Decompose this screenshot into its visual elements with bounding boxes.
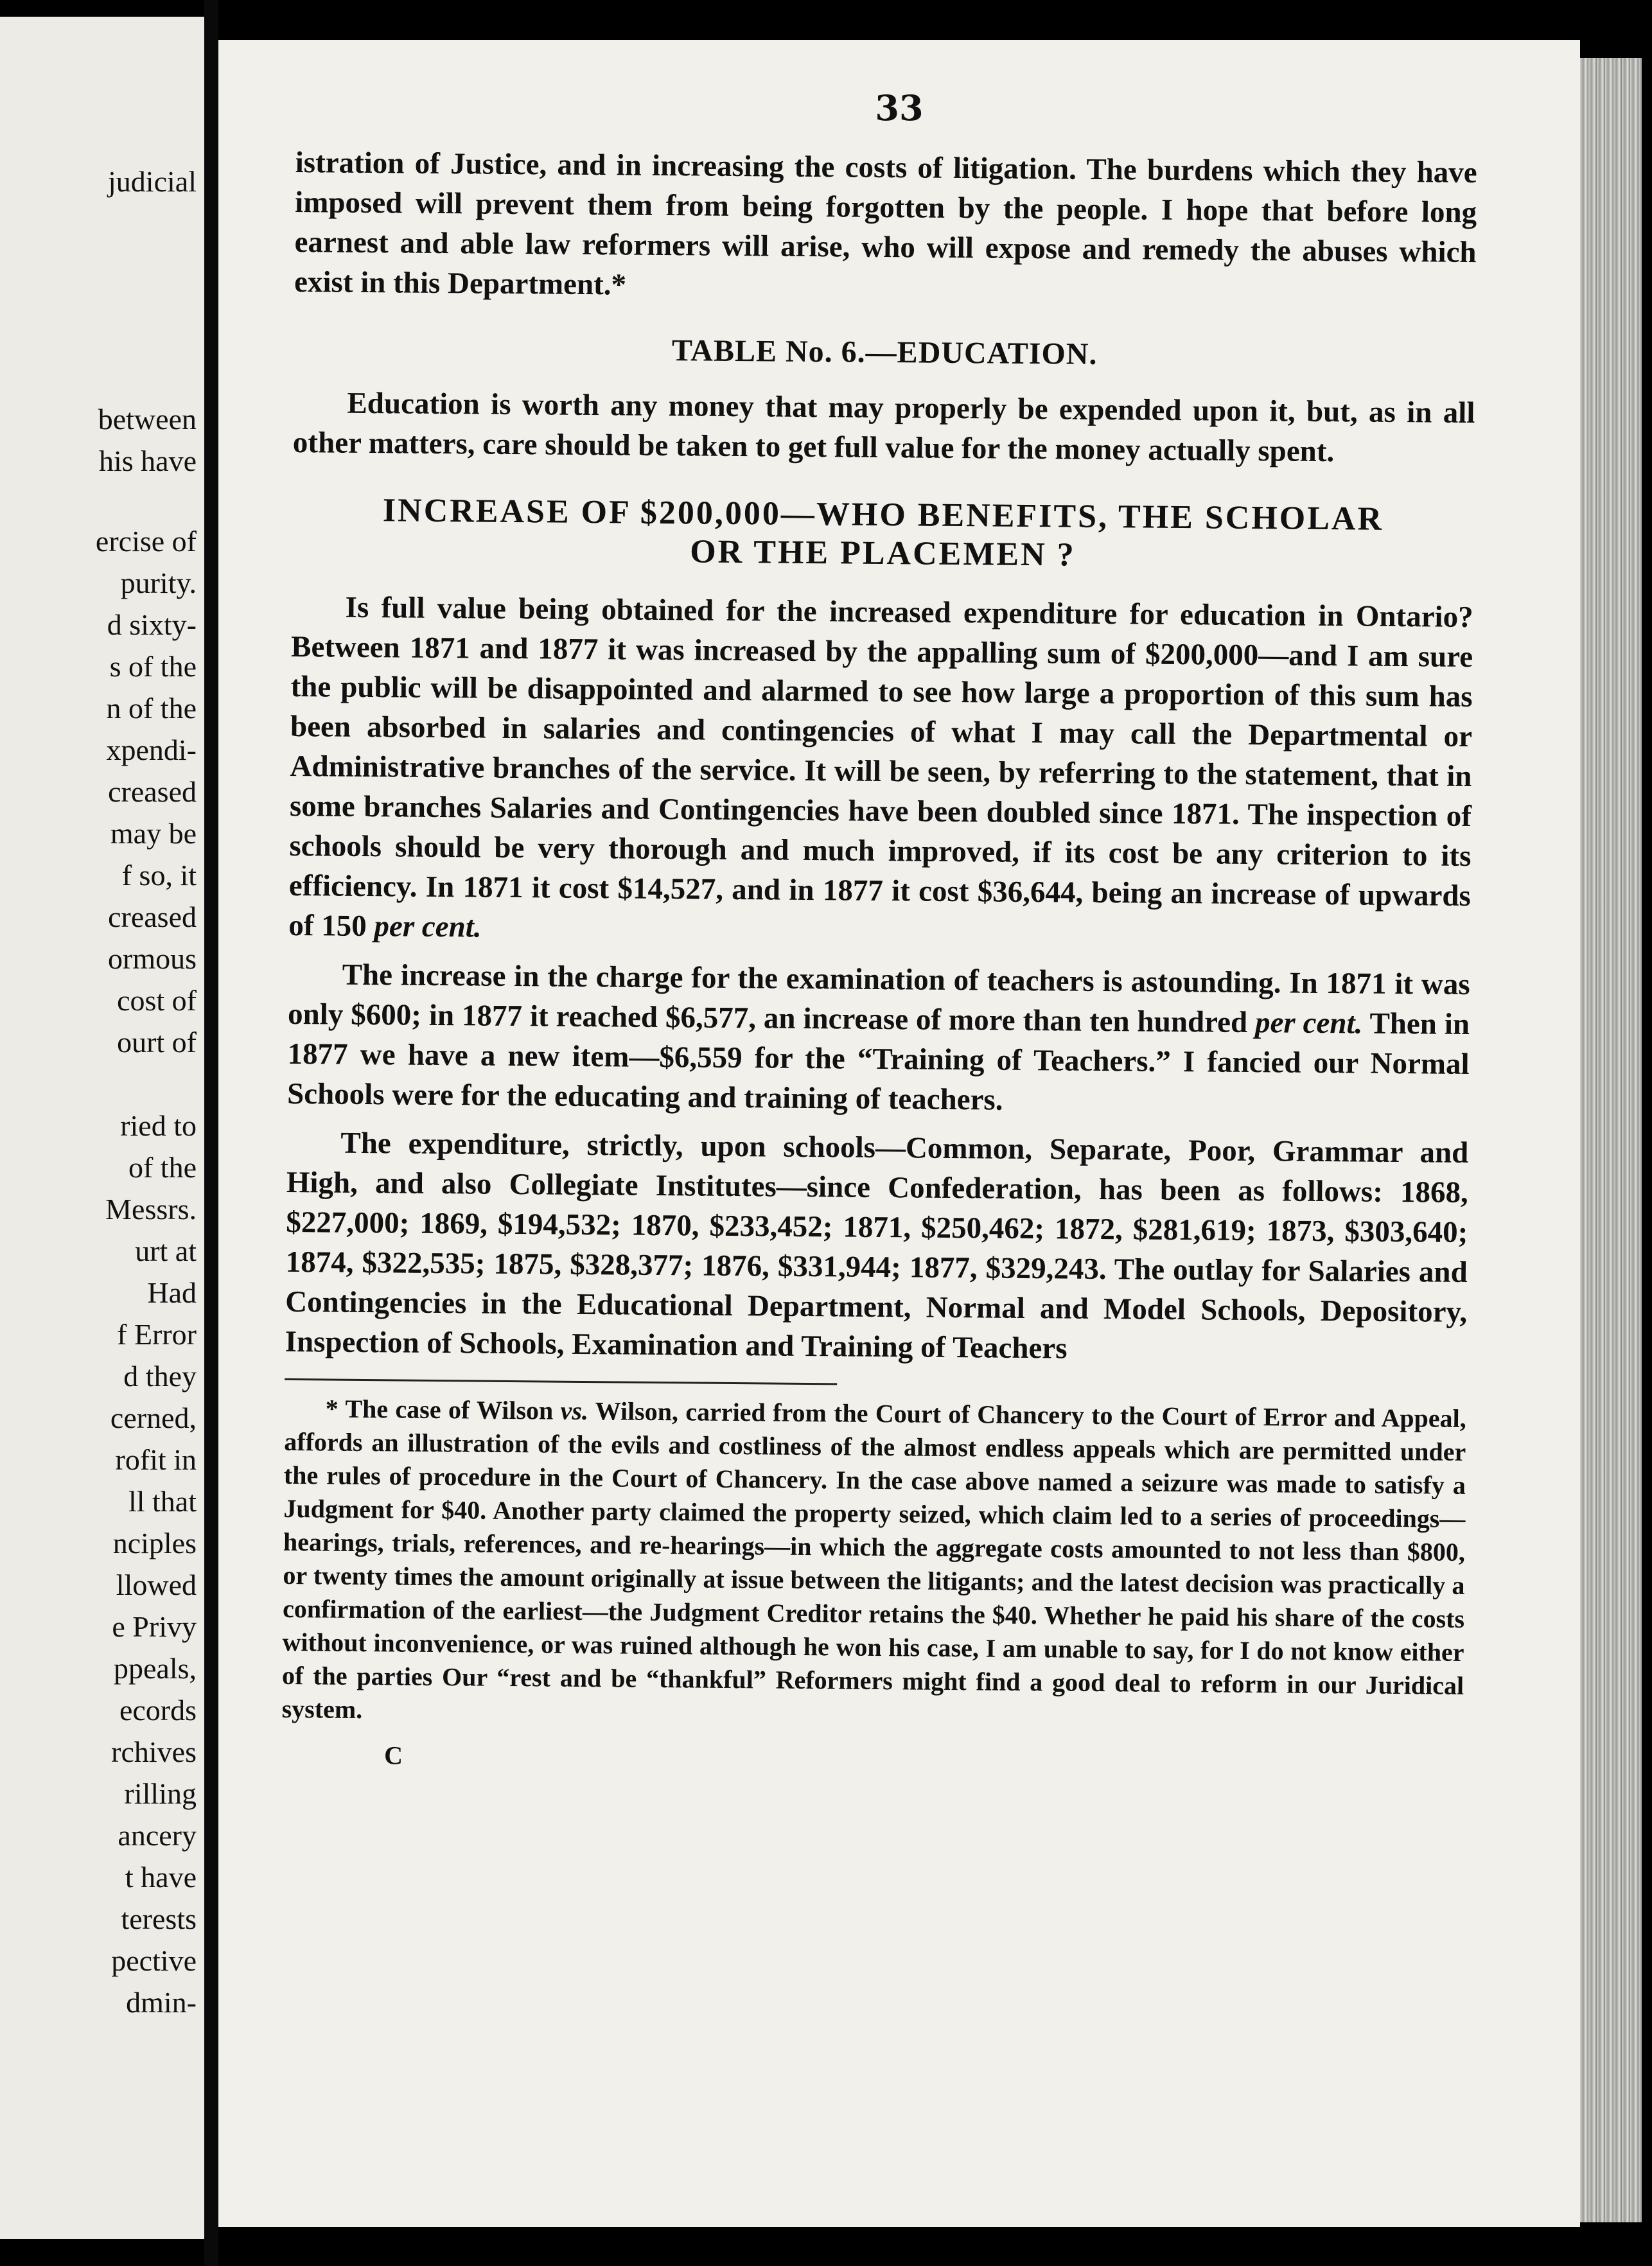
facing-page-line: f Error: [117, 1318, 197, 1351]
facing-page-line: Had: [147, 1276, 197, 1309]
facing-page-line: d they: [123, 1360, 197, 1392]
facing-page-line: purity.: [120, 566, 197, 599]
teachers-paragraph-text-1: The increase in the charge for the examination of teachers is astounding. In 1871 it was only $600; in 1877 it reached $6,577, an increase of more than ten hundred: [287, 958, 1470, 1040]
education-paragraph: Education is worth any money that may properly be expended upon it, but, as in all other matters, care should be taken to get full value for the money actually spent.: [292, 386, 1475, 469]
facing-page-line: dmin-: [126, 1986, 197, 2019]
opening-paragraph: istration of Justice, and in increasing the costs of litigation. The burdens which they have imposed will prevent them from being forgotten by the people. I hope that before long earnest and able law reformers will arise, who will expose and remedy the abuses which exist in this Department.*: [294, 145, 1477, 302]
scan-border: [1642, 0, 1652, 2266]
table-heading: TABLE No. 6.—EDUCATION.: [671, 333, 1098, 371]
facing-page-line: d sixty-: [107, 608, 197, 641]
facing-page-line: s of the: [109, 650, 197, 683]
facing-page-line: pective: [111, 1944, 197, 1977]
facing-page-line: ourt of: [117, 1026, 197, 1058]
facing-page-line: ecords: [119, 1694, 197, 1726]
facing-page: [0, 17, 204, 2239]
per-cent-italic: per cent.: [374, 909, 482, 944]
facing-page-line: of the: [128, 1151, 197, 1184]
facing-page-line: ppeals,: [113, 1652, 197, 1685]
footnote-text-2: Wilson, carried from the Court of Chancery to the Court of Error and Appeal, affords an illustration of the evils and costliness of the almost endless appeals which are permitted under the rules of procedure in the Court of Chancery. In the case above named a seizure was made to satisfy a Judgment for $40. Another party claimed the property seized, which claim led to a series of proceedings—hearings, trials, references, and re-hearings—in which the aggregate costs amounted to not less than $800, or twenty times the amount originally at issue between the litigants; and the latest decision was practically a confirmation of the earliest—the Judgment Creditor retains the $40. Whether he paid his share of the costs without inconvenience, or was ruined although he won his case, I am unable to say, for I do not know either of the parties Our “rest and be “thankful” Reformers might find a good deal to reform in our Juridical system.: [281, 1396, 1466, 1725]
facing-page-line: judicial: [108, 165, 197, 198]
facing-page-line: e Privy: [112, 1610, 197, 1643]
facing-page-line: xpendi-: [106, 733, 197, 766]
page-number: 33: [875, 87, 924, 128]
facing-page-line: creased: [108, 775, 197, 808]
value-paragraph-text: Is full value being obtained for the increased expenditure for education in Ontario? Between 1871 and 1877 it was increased by the appalling sum of $200,000—and I am sure the public will be disappointed and alarmed to see how large a proportion of this sum has been absorbed in salaries and contingencies of what I may call the Departmental or Administrative branches of the service. It will be seen, by referring to the statement, that in some branches Salaries and Contingencies have been doubled since 1871. The inspection of schools should be very thorough and much improved, if its cost be any criterion to its efficiency. In 1871 it cost $14,527, and in 1877 it cost $36,644, being an increase of upwards of 150: [288, 590, 1473, 944]
teachers-paragraph-text-2: Then in 1877 we have a new item—$6,559 for the “Training of Teachers.” I fancied our Normal Schools were for the educating and training of teachers.: [286, 1006, 1470, 1117]
facing-page-line: creased: [108, 900, 197, 933]
section-heading: [292, 491, 1474, 578]
facing-page-line: rofit in: [115, 1443, 197, 1476]
footnote: [281, 1392, 1466, 1736]
page-edges: [1580, 58, 1642, 2222]
facing-page-line: Messrs.: [105, 1193, 197, 1225]
book-gutter: [204, 0, 218, 2266]
signature-mark: C: [383, 1741, 403, 1770]
footnote-text-1: * The case of Wilson: [325, 1394, 561, 1425]
per-cent-italic: per cent.: [1254, 1006, 1363, 1041]
facing-page-line: nciples: [112, 1527, 197, 1559]
facing-page-line: may be: [110, 817, 197, 850]
facing-page-line: cerned,: [110, 1401, 197, 1434]
footnote-vs-italic: vs.: [560, 1396, 589, 1426]
footnote-divider: [285, 1378, 837, 1385]
facing-page-line: ercise of: [95, 525, 197, 558]
facing-page-line: terests: [121, 1902, 197, 1935]
facing-page-line: ried to: [120, 1109, 197, 1142]
facing-page-line: ll that: [128, 1485, 197, 1518]
page-body: [281, 143, 1477, 1785]
facing-page-line: ormous: [108, 942, 197, 975]
facing-page-line: cost of: [117, 984, 197, 1017]
facing-page-line: rilling: [124, 1777, 197, 1810]
value-paragraph: [288, 587, 1473, 956]
book-page: [218, 40, 1580, 2227]
facing-page-line: t have: [125, 1861, 197, 1893]
facing-page-line: his have: [98, 444, 197, 477]
facing-page-line: between: [98, 403, 197, 435]
section-heading-line-1: INCREASE OF $200,000—WHO BENEFITS, THE SCHOLAR: [382, 492, 1384, 538]
facing-page-line: f so, it: [121, 859, 197, 891]
expenditure-paragraph: The expenditure, strictly, upon schools—Common, Separate, Poor, Grammar and High, and also Collegiate Institutes—since Confederation, has been as follows: 1868, $227,000; 1869, $194,532; 1870, $233,452; 1871, $250,462; 1872, $281,619; 1873, $303,640; 1874, $322,535; 1875, $328,377; 1876, $331,944; 1877, $329,243. The outlay for Salaries and Contingencies in the Educational Department, Normal and Model Schools, Depository, Inspection of Schools, Examination and Training of Teachers: [285, 1126, 1469, 1366]
facing-page-line: ancery: [118, 1819, 197, 1852]
facing-page-line: urt at: [135, 1234, 197, 1267]
section-heading-line-2: OR THE PLACEMEN ?: [689, 533, 1076, 574]
teachers-paragraph: [287, 954, 1470, 1124]
facing-page-line: llowed: [116, 1568, 197, 1601]
facing-page-line: rchives: [111, 1735, 197, 1768]
facing-page-line: n of the: [106, 692, 197, 725]
